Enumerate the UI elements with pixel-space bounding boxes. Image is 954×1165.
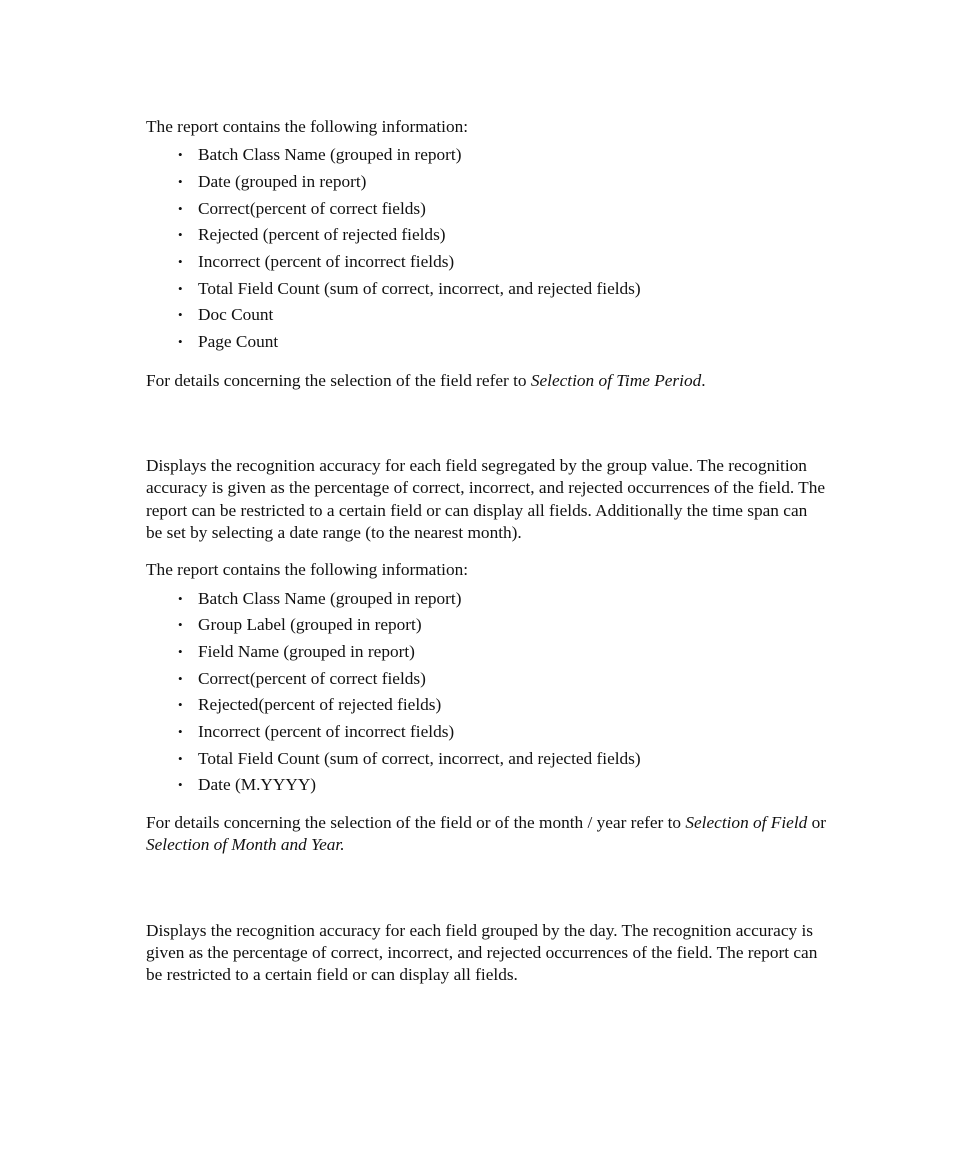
list-item xyxy=(178,746,826,773)
list-item xyxy=(178,612,826,639)
list-item-text: Correct(percent of correct fields) xyxy=(198,198,426,218)
bullet-icon: • xyxy=(178,617,183,633)
bullet-icon: • xyxy=(178,200,183,216)
list-item-text: Incorrect (percent of incorrect fields) xyxy=(198,252,455,272)
bullet-icon: • xyxy=(178,590,183,606)
list-item-text: Rejected(percent of rejected fields) xyxy=(198,695,442,715)
bullet-icon: • xyxy=(178,147,183,163)
cross-reference-link[interactable]: Selection of Month and Year. xyxy=(146,835,345,855)
bullet-icon: • xyxy=(178,334,183,350)
bullet-icon: • xyxy=(178,173,183,189)
list-item-text: Doc Count xyxy=(198,305,274,325)
details-text: For details concerning the selection of the field refer to xyxy=(146,370,531,390)
bullet-icon: • xyxy=(178,670,183,686)
list-item xyxy=(178,639,826,666)
list-item-text: Rejected (percent of rejected fields) xyxy=(198,225,446,245)
list-item xyxy=(178,142,826,169)
document-page xyxy=(146,116,826,987)
list-item xyxy=(178,719,826,746)
cross-reference-link[interactable]: Selection of Time Period xyxy=(530,370,702,390)
bullet-icon: • xyxy=(178,307,183,323)
list-item-text: Incorrect (percent of incorrect fields) xyxy=(198,722,455,742)
bullet-icon: • xyxy=(178,777,183,793)
bullet-icon: • xyxy=(178,227,183,243)
list-item-text: Total Field Count (sum of correct, incorrect, and rejected fields) xyxy=(198,748,641,768)
bullet-icon: • xyxy=(178,724,183,740)
list-item xyxy=(178,586,826,613)
bullet-icon: • xyxy=(178,254,183,270)
section-1-intro: The report contains the following information: xyxy=(146,117,469,136)
list-item xyxy=(178,692,826,719)
list-item-text: Batch Class Name (grouped in report) xyxy=(198,145,462,165)
list-item xyxy=(178,666,826,693)
list-item-text: Date (M.YYYY) xyxy=(198,775,317,795)
list-item xyxy=(178,302,826,329)
section-2-details xyxy=(146,812,826,857)
section-2-intro: The report contains the following information: xyxy=(146,560,469,580)
section-1-details xyxy=(146,370,826,392)
section-2 xyxy=(146,455,826,857)
list-item-text: Correct(percent of correct fields) xyxy=(198,668,426,688)
bullet-icon: • xyxy=(178,280,183,296)
bullet-icon: • xyxy=(178,750,183,766)
bullet-icon: • xyxy=(178,697,183,713)
section-2-info-list xyxy=(146,586,826,800)
section-3 xyxy=(146,920,826,987)
list-item-text: Field Name (grouped in report) xyxy=(198,641,415,661)
list-item-text: Page Count xyxy=(198,332,279,352)
section-1 xyxy=(146,116,826,392)
section-2-description: Displays the recognition accuracy for each field segregated by the group value. The recognition accuracy is given as the percentage of correct, incorrect, and rejected occurrences of the field. The report can be restricted to a certain field or can display all fields. Additionally the time span can be set by selecting a date range (to the nearest month). xyxy=(146,456,826,542)
details-suffix: . xyxy=(701,370,706,390)
list-item-text: Batch Class Name (grouped in report) xyxy=(198,588,462,608)
list-item-text: Group Label (grouped in report) xyxy=(198,615,422,635)
details-conjunction: or xyxy=(807,813,826,833)
list-item xyxy=(178,196,826,223)
section-3-description: Displays the recognition accuracy for each field grouped by the day. The recognition accuracy is given as the percentage of correct, incorrect, and rejected occurrences of the field. The report can be restricted to a certain field or can display all fields. xyxy=(146,920,818,985)
bullet-icon: • xyxy=(178,643,183,659)
list-item xyxy=(178,169,826,196)
details-text: For details concerning the selection of the field or of the month / year refer to xyxy=(146,813,686,833)
list-item xyxy=(178,329,826,356)
list-item xyxy=(178,249,826,276)
list-item xyxy=(178,772,826,799)
cross-reference-link[interactable]: Selection of Field xyxy=(685,813,808,833)
list-item xyxy=(178,276,826,303)
list-item-text: Date (grouped in report) xyxy=(198,171,367,191)
list-item xyxy=(178,222,826,249)
list-item-text: Total Field Count (sum of correct, incorrect, and rejected fields) xyxy=(198,278,641,298)
section-1-info-list xyxy=(146,142,826,356)
